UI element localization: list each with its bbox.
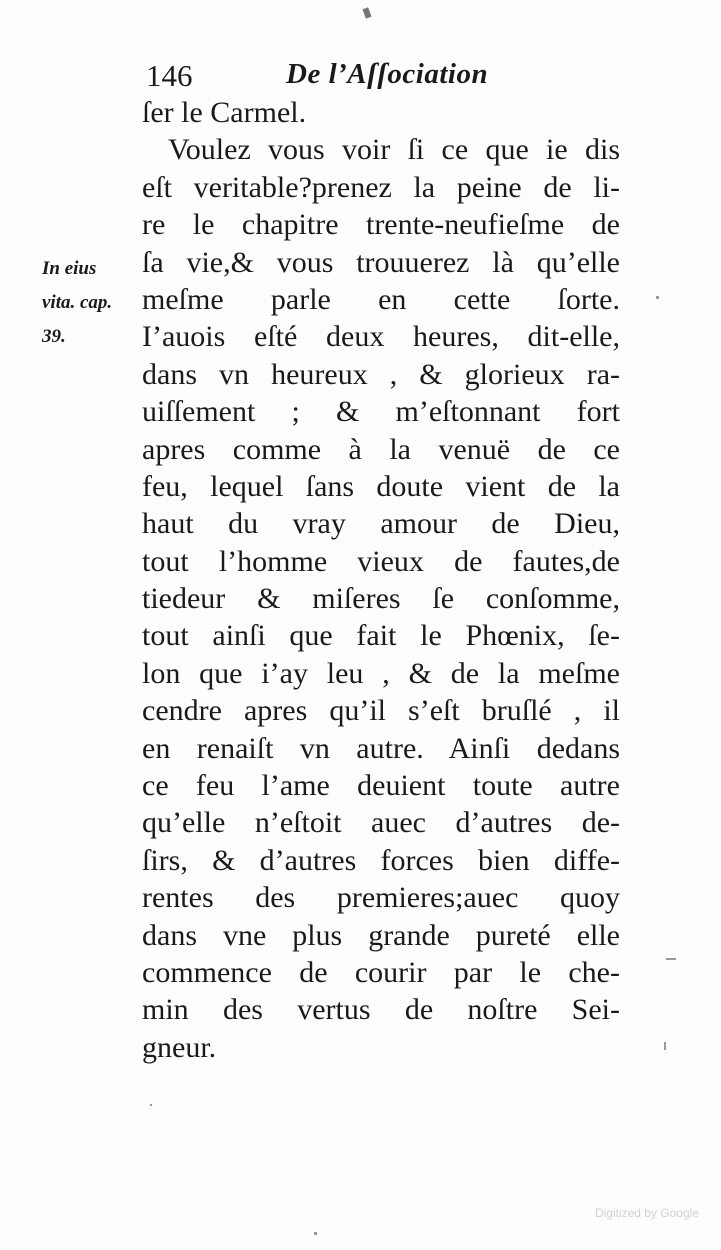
text-line: Voulez vous voir ſi ce que ie dis xyxy=(168,133,620,167)
text-line: feu, lequel ſans doute vient de la xyxy=(142,469,620,503)
text-line: I’auois eſté deux heures, dit-elle, xyxy=(142,320,620,354)
text-line: commence de courir par le che- xyxy=(142,955,620,989)
text-line: en renaiſt vn autre. Ainſi dedans xyxy=(142,731,620,765)
text-line: haut du vray amour de Dieu, xyxy=(142,507,620,541)
text-line: rentes des premieres;auec quoy xyxy=(142,881,620,915)
text-line: min des vertus de noſtre Sei- xyxy=(142,993,620,1027)
text-line: tout ainſi que fait le Phœnix, ſe- xyxy=(142,619,620,653)
margin-note-line: 39. xyxy=(42,326,66,347)
text-line: dans vn heureux , & glorieux ra- xyxy=(142,357,620,391)
ink-speck xyxy=(664,1042,666,1050)
text-line: tiedeur & miſeres ſe conſomme, xyxy=(142,582,620,616)
text-line: cendre apres qu’il s’eſt bruſlé , il xyxy=(142,694,620,728)
ink-speck xyxy=(656,296,659,299)
text-line: ce feu l’ame deuient toute autre xyxy=(142,769,620,803)
ink-speck xyxy=(314,1232,317,1235)
watermark: Digitized by Google xyxy=(594,1206,699,1220)
text-line: apres comme à la venuë de ce xyxy=(142,432,620,466)
text-line: qu’elle n’eſtoit auec d’autres de- xyxy=(142,806,620,840)
page-header xyxy=(146,58,506,98)
margin-note-line: vita. cap. xyxy=(42,292,113,313)
text-line: uiſſement ; & m’eſtonnant fort xyxy=(142,395,620,429)
ink-speck xyxy=(362,7,371,18)
text-line: eſt veritable?prenez la peine de li- xyxy=(142,170,620,204)
text-line: tout l’homme vieux de fautes,de xyxy=(142,544,620,578)
text-line: ſer le Carmel. xyxy=(142,96,307,129)
margin-note-line: In eius xyxy=(42,258,97,279)
running-title: De l’Aſſociation xyxy=(286,58,489,90)
ink-speck xyxy=(150,1104,152,1106)
text-line: ſirs, & d’autres forces bien diffe- xyxy=(142,843,620,877)
margin-note xyxy=(42,252,142,354)
text-line: lon que i’ay leu , & de la meſme xyxy=(142,656,620,690)
text-line: re le chapitre trente-neufieſme de xyxy=(142,208,620,242)
body-text xyxy=(142,94,620,1066)
text-line: gneur. xyxy=(142,1030,217,1064)
text-line: dans vne plus grande pureté elle xyxy=(142,918,620,952)
text-line: meſme parle en cette ſorte. xyxy=(142,282,620,316)
ink-speck xyxy=(666,958,676,960)
page-number: 146 xyxy=(146,58,193,93)
text-line: ſa vie,& vous trouuerez là qu’elle xyxy=(142,245,620,279)
